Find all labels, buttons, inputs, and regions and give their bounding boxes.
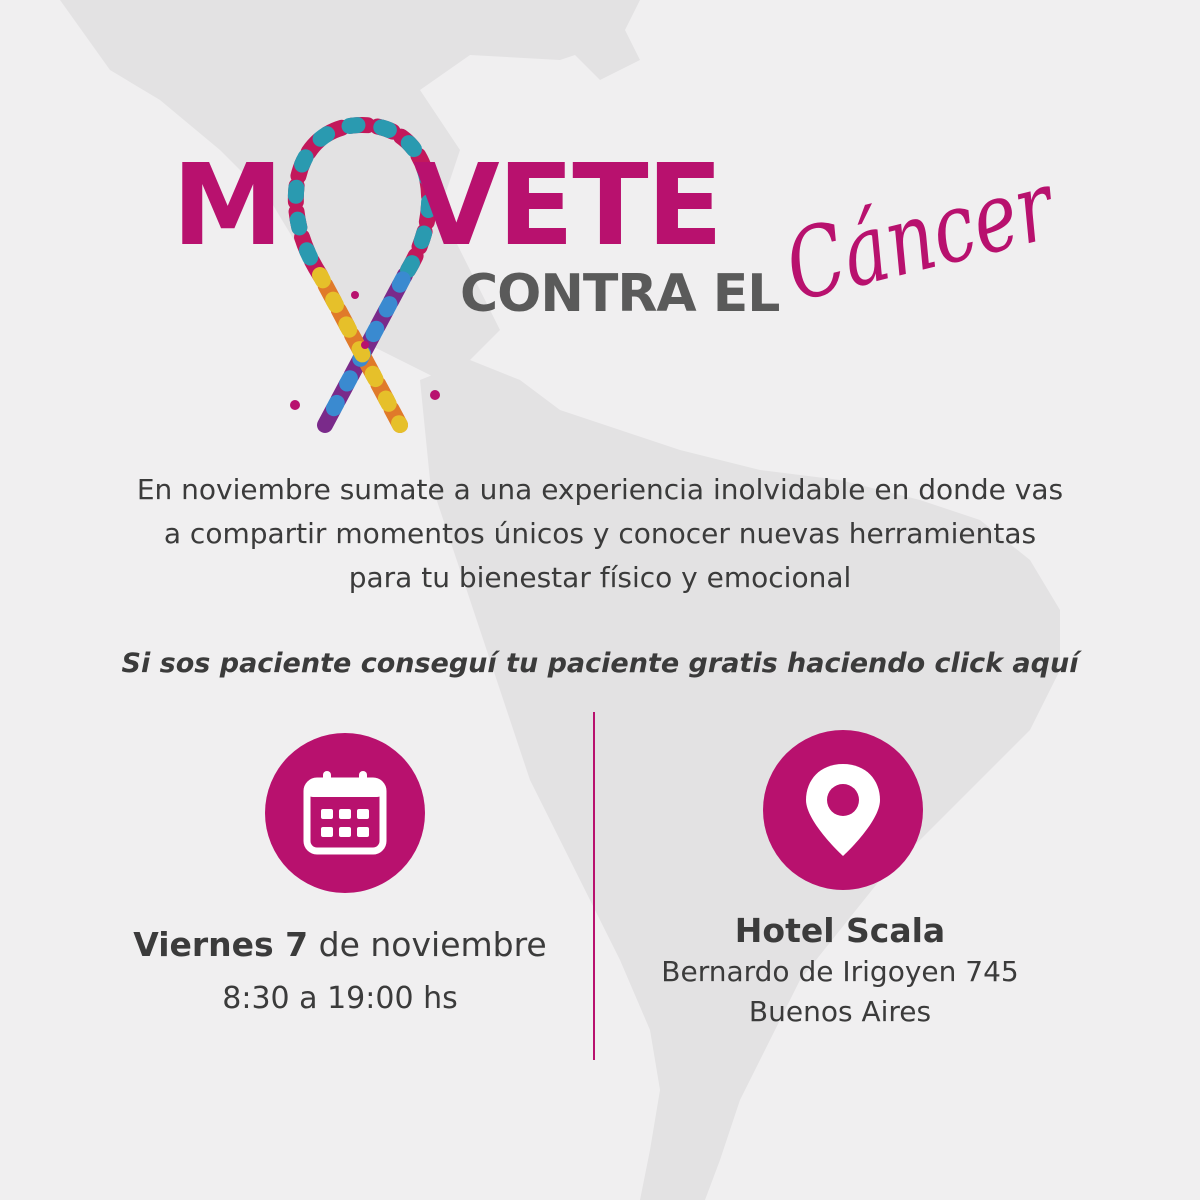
date-day: Viernes 7: [133, 925, 309, 964]
venue-city: Buenos Aires: [748, 995, 932, 1028]
patient-cta-link[interactable]: Si sos paciente conseguí tu paciente gratis haciendo click aquí: [121, 648, 1079, 679]
date-month: de noviembre: [308, 925, 547, 964]
calendar-badge: [265, 733, 425, 893]
intro-line-1: En noviembre sumate a una experiencia inolvidable en donde vas: [136, 473, 1064, 506]
title-cancer-script: [774, 130, 1141, 330]
location-pin-icon: [798, 760, 888, 860]
title-letter-m: M: [172, 141, 282, 271]
venue-name: Hotel Scala: [734, 911, 946, 950]
section-divider: [593, 712, 595, 1060]
venue-address: Bernardo de Irigoyen 745: [661, 955, 1019, 988]
event-location: [620, 910, 1060, 1032]
title-vete: VETE: [413, 141, 722, 271]
calendar-icon: [297, 765, 393, 861]
intro-text: [80, 468, 1120, 600]
intro-line-3: para tu bienestar físico y emocional: [348, 561, 852, 594]
event-date: [100, 922, 580, 1022]
date-line: [100, 922, 580, 968]
intro-line-2: a compartir momentos únicos y conocer nuevas herramientas: [163, 517, 1037, 550]
location-badge: [763, 730, 923, 890]
title-contra-el: CONTRA EL: [460, 264, 780, 324]
cancer-script-text: Cáncer: [774, 130, 1141, 324]
event-time: 8:30 a 19:00 hs: [222, 981, 458, 1016]
